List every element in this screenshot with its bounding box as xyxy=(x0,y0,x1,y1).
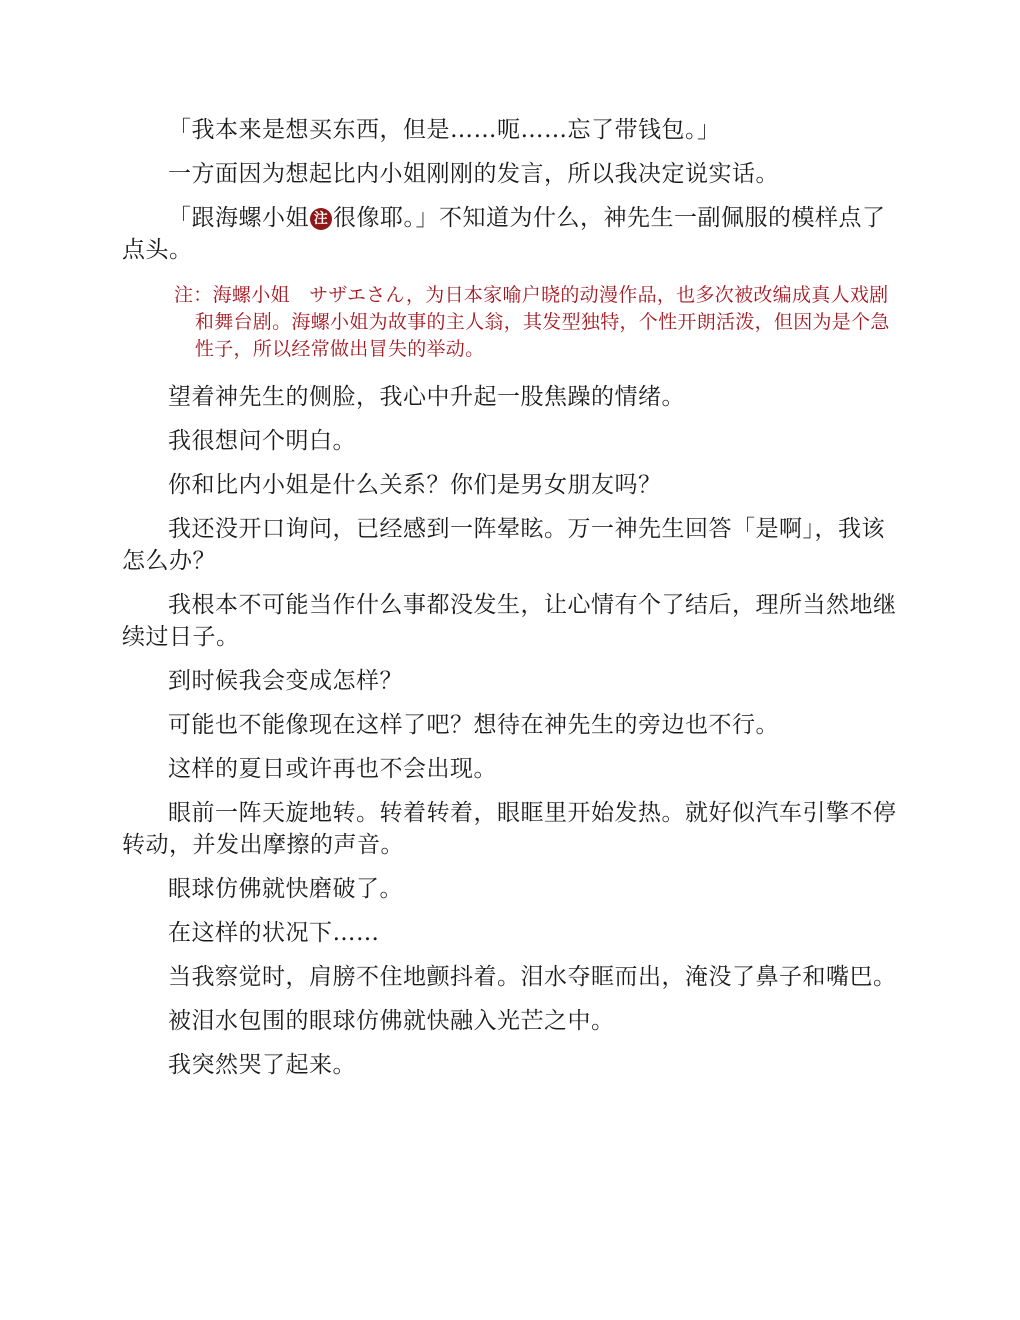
paragraph: 被泪水包围的眼球仿佛就快融入光芒之中。 xyxy=(168,1008,615,1034)
paragraph: 在这样的状况下…… xyxy=(168,920,380,946)
paragraph: 眼球仿佛就快磨破了。 xyxy=(168,876,403,902)
paragraph: 一方面因为想起比内小姐刚刚的发言，所以我决定说实话。 xyxy=(168,161,779,187)
note-paragraph-after: 很像耶。」不知道为什么，神先生一副佩服的模样点了点头。 xyxy=(122,205,886,263)
paragraph: 可能也不能像现在这样了吧？想待在神先生的旁边也不行。 xyxy=(168,712,779,738)
footnote-marker-icon[interactable]: 注 xyxy=(310,208,332,230)
page-content xyxy=(122,114,900,1093)
paragraph-with-note xyxy=(122,202,900,266)
paragraph: 这样的夏日或许再也不会出现。 xyxy=(168,756,497,782)
paragraph: 望着神先生的侧脸，我心中升起一股焦躁的情绪。 xyxy=(168,384,685,410)
paragraph: 「我本来是想买东西，但是……呃……忘了带钱包。」 xyxy=(168,117,721,143)
paragraph: 我突然哭了起来。 xyxy=(168,1052,356,1078)
footnote: 注：海螺小姐 サザエさん，为日本家喻户晓的动漫作品，也多次被改编成真人戏剧和舞台剧。海螺小姐为故事的主人翁，其发型独特，个性开朗活泼，但因为是个急性子，所以经常做出冒失的举动。 xyxy=(174,284,890,360)
paragraph: 你和比内小姐是什么关系？你们是男女朋友吗？ xyxy=(168,472,662,498)
paragraph: 到时候我会变成怎样？ xyxy=(168,668,403,694)
paragraph: 当我察觉时，肩膀不住地颤抖着。泪水夺眶而出，淹没了鼻子和嘴巴。 xyxy=(168,964,897,990)
note-paragraph-before: 「跟海螺小姐 xyxy=(168,205,309,231)
paragraph: 我还没开口询问，已经感到一阵晕眩。万一神先生回答「是啊」，我该怎么办？ xyxy=(122,516,885,574)
paragraph: 眼前一阵天旋地转。转着转着，眼眶里开始发热。就好似汽车引擎不停转动，并发出摩擦的声音。 xyxy=(122,800,897,858)
paragraph: 我根本不可能当作什么事都没发生，让心情有个了结后，理所当然地继续过日子。 xyxy=(122,592,897,650)
paragraph: 我很想问个明白。 xyxy=(168,428,356,454)
